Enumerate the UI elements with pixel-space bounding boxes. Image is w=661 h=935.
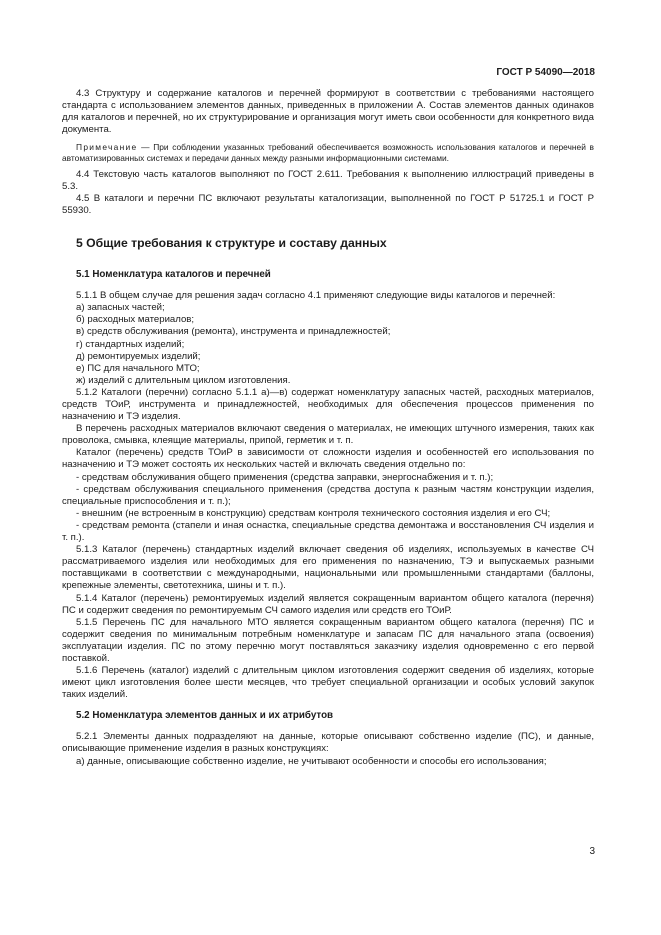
paragraph-5-1-3: 5.1.3 Каталог (перечень) стандартных изделий включает сведения об изделиях, используемых в качестве СЧ рассматриваемого изделия или необходимых для его применения по назначению, ТЭ и выпускаемых разными поставщиками в соответствии с международными, национальными или промышленными стандартами (баллоны, крепежные элементы, светотехника, шины и т. п.). [62,544,594,592]
section-5-title: 5 Общие требования к структуре и составу данных [76,236,387,251]
paragraph-4-5: 4.5 В каталоги и перечни ПС включают результаты каталогизации, выполненной по ГОСТ Р 51725.1 и ГОСТ Р 55930. [62,192,594,217]
note-label: Примечание [76,142,138,153]
paragraph-5-1-5: 5.1.5 Перечень ПС для начального МТО является сокращенным вариантом общего каталога (перечня) ПС и содержит сведения по минимальным потребным номенклатуре и запасам ПС для начального этапа (освоения) эксплуатации изделия. ПС по этому перечню могут поставляться заказчику изделия одновременно с его первой поставкой. [62,616,594,664]
subsection-5-2-title: 5.2 Номенклатура элементов данных и их атрибутов [76,710,334,722]
dash-list-item: - средствам обслуживания общего применения (средства заправки, энергоснабжения и т. п.); [76,471,494,483]
paragraph-5-1-6: 5.1.6 Перечень (каталог) изделий с длительным циклом изготовления содержит сведения об изделиях, которые имеют цикл изготовления более шести месяцев, что требует специальной организации и особых условий закупок таких изделий. [62,665,594,701]
paragraph-4-4: 4.4 Текстовую часть каталогов выполняют по ГОСТ 2.611. Требования к выполнению иллюстраций приведены в 5.3. [62,168,594,192]
paragraph-5-1-4: 5.1.4 Каталог (перечень) ремонтируемых изделий является сокращенным вариантом общего каталога (перечня) ПС и содержит сведения по ремонтируемым СЧ самого изделия или средств его ТОиР. [62,592,594,616]
paragraph-5-1-2: 5.1.2 Каталоги (перечни) согласно 5.1.1 а)—в) содержат номенклатуру запасных частей, расходных материалов, средств ТОиР, инструмента и принадлежностей, необходимых для обеспечения процессов применения по назначению и ТЭ изделия. [62,386,594,423]
subsection-5-1-title: 5.1 Номенклатура каталогов и перечней [76,269,271,281]
paragraph-4-3: 4.3 Структуру и содержание каталогов и перечней формируют в соответствии с требованиями настоящего стандарта с использованием элементов данных, приведенных в приложении А. Состав элементов данных одинаков для каталогов и перечней, но их структурирование и организация могут иметь свои особенности для конкретного вида документа. [62,88,594,136]
paragraph-consumables: В перечень расходных материалов включают сведения о материалах, не имеющих штучного измерения, таких как проволока, смывка, клеящие материалы, припой, герметик и т. п. [62,423,594,447]
list-item: ж) изделий с длительным циклом изготовления. [76,374,291,386]
list-item: б) расходных материалов; [76,314,195,326]
page-number: 3 [589,846,595,857]
paragraph-5-2-1: 5.2.1 Элементы данных подразделяют на данные, которые описывают собственно изделие (ПС), и данные, описывающие применение изделия в разных конструкциях: [62,731,594,755]
list-item: а) запасных частей; [76,302,165,314]
dash-list-item: - средствам ремонта (стапели и иная оснастка, специальные средства демонтажа и восстановления СЧ изделия и т. п.). [62,519,594,544]
note-text: — При соблюдении указанных требований обеспечивается возможность использования каталогов и перечней в автоматизированных системах и передачи данных между разными информационными системами. [62,142,594,163]
list-item: е) ПС для начального МТО; [76,362,200,374]
note [62,142,594,162]
dash-list-item: - внешним (не встроенным в конструкцию) средствам контроля технического состояния изделия и его СЧ; [76,507,551,519]
list-item: д) ремонтируемых изделий; [76,350,201,362]
paragraph-catalog-toir: Каталог (перечень) средств ТОиР в зависимости от сложности изделия и особенностей его использования по назначению и ТЭ может состоять их нескольких частей и включать сведения отдельно по: [62,447,594,471]
list-item: в) средств обслуживания (ремонта), инструмента и принадлежностей; [76,326,391,338]
page-content [62,88,594,768]
document-id-header: ГОСТ Р 54090—2018 [496,67,595,78]
list-item: г) стандартных изделий; [76,338,185,350]
paragraph-5-1-1: 5.1.1 В общем случае для решения задач согласно 4.1 применяют следующие виды каталогов и перечней: [76,290,556,302]
paragraph-5-2-1-a: а) данные, описывающие собственно изделие, не учитывают особенности и способы его использования; [76,755,547,767]
dash-list-item: - средствам обслуживания специального применения (средства доступа к разным частям конструкции изделия, специальные приспособления и т. п.); [62,483,594,507]
